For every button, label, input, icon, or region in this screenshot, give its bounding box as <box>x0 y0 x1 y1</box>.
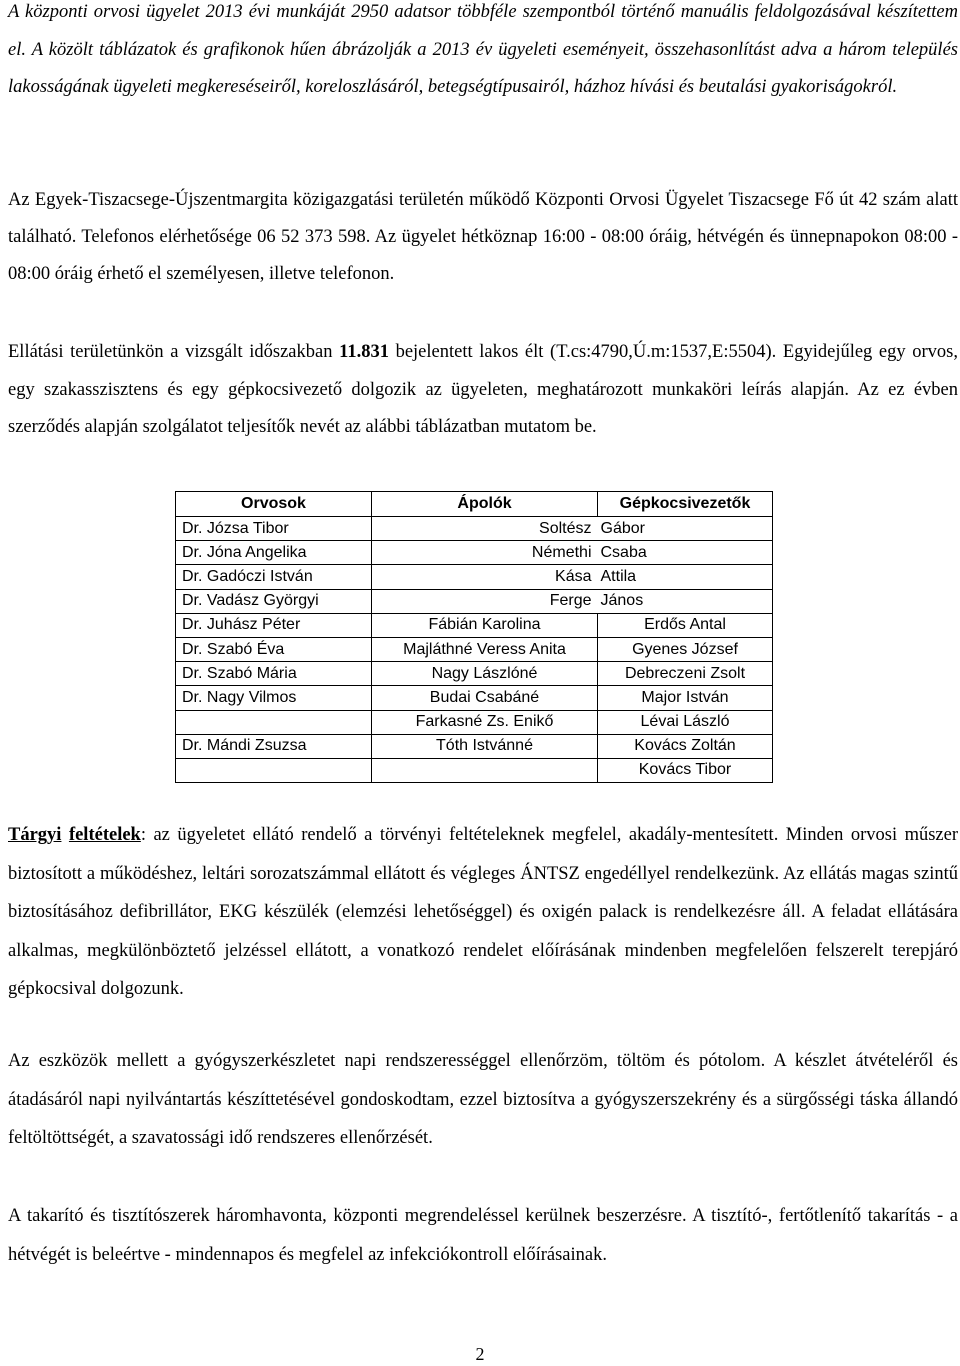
cell-orvos: Dr. Mándi Zsuzsa <box>176 734 372 758</box>
table-header-row <box>176 492 773 517</box>
cell-split-second: János <box>598 589 773 613</box>
page-number: 2 <box>475 1344 485 1364</box>
cell-apolo: Farkasné Zs. Enikő <box>372 710 598 734</box>
cell-orvos: Dr. Józsa Tibor <box>176 517 372 541</box>
cell-split-second: Csaba <box>598 541 773 565</box>
cell-split-second: Attila <box>598 565 773 589</box>
table-row <box>176 734 773 758</box>
supplies-paragraph: Az eszközök mellett a gyógyszerkészletet napi rendszerességgel ellenőrzöm, töltöm és pótolom. A készlet átvételéről és átadásáról napi nyilvántartás készíttetésével gondoskodtam, ezzel biztosítva a gyógyszerszekrény és a sürgősségi táska állandó feltöltöttségét, a szavatossági idő rendszeres ellenőrzését. <box>8 1051 958 1148</box>
cell-sofor: Erdős Antal <box>598 613 773 637</box>
header-gepkocsivezetok: Gépkocsivezetők <box>598 492 773 517</box>
cell-sofor: Debreczeni Zsolt <box>598 662 773 686</box>
cell-sofor: Gyenes József <box>598 637 773 661</box>
cleaning-paragraph: A takarító és tisztítószerek háromhavonta, központi megrendeléssel kerülnek beszerzésre. A tisztító-, fertőtlenítő takarítás - a hétvégét is beleértve - mindennapos és megfelel az infekciókontroll előírásainak. <box>8 1206 958 1265</box>
conditions-label-1: Tárgyi <box>8 825 62 845</box>
cell-orvos <box>176 710 372 734</box>
cell-orvos: Dr. Jóna Angelika <box>176 541 372 565</box>
cell-orvos <box>176 758 372 782</box>
table-row <box>176 613 773 637</box>
table-row <box>176 758 773 782</box>
conditions-paragraph <box>8 816 958 1009</box>
table-row <box>176 686 773 710</box>
cell-sofor: Lévai László <box>598 710 773 734</box>
conditions-text: : az ügyeletet ellátó rendelő a törvényi feltételeknek megfelel, akadály-mentesített. Minden orvosi műszer biztosított a működéshez, leltári sorozatszámmal ellátott és végleges ÁNTSZ engedéllyel rendelkezünk. Az ellátás magas szintű biztosításához defibrillátor, EKG készülék (elemzési lehetőséggel) és oxigén palack is rendelkezésre áll. A feladat ellátására alkalmas, megkülönböztető jelzéssel ellátott, a vonatkozó rendelet előírásának mindenben megfelelően felszerelt terepjáró gépkocsival dolgozunk. <box>8 825 958 999</box>
table-row <box>176 637 773 661</box>
staff-table <box>175 491 773 783</box>
cell-split-first: Ferge <box>372 589 598 613</box>
cell-sofor: Kovács Tibor <box>598 758 773 782</box>
cell-orvos: Dr. Szabó Mária <box>176 662 372 686</box>
population-text-after: bejelentett lakos élt (T.cs:4790,Ú.m:1537,E:5504). Egyidejűleg egy orvos, egy szakasszisztens és egy gépkocsivezető dolgozik az ügyeleten, meghatározott munkaköri leírás alapján. Az ez évben szerződés alapján szolgálatot teljesítők nevét az alábbi táblázatban mutatom be. <box>8 342 958 437</box>
cell-apolo: Nagy Lászlóné <box>372 662 598 686</box>
cell-apolo: Fábián Karolina <box>372 613 598 637</box>
header-apolok: Ápolók <box>372 492 598 517</box>
cell-split-second: Gábor <box>598 517 773 541</box>
population-text-before: Ellátási területünkön a vizsgált időszakban <box>8 342 340 362</box>
population-number: 11.831 <box>339 342 389 362</box>
cell-orvos: Dr. Nagy Vilmos <box>176 686 372 710</box>
table-row <box>176 517 773 541</box>
header-orvosok: Orvosok <box>176 492 372 517</box>
cell-split-first: Kása <box>372 565 598 589</box>
cell-split-first: Soltész <box>372 517 598 541</box>
conditions-label-2: feltételek <box>68 825 141 845</box>
cell-orvos: Dr. Szabó Éva <box>176 637 372 661</box>
table-row <box>176 710 773 734</box>
location-paragraph: Az Egyek-Tiszacsege-Újszentmargita közigazgatási területén működő Központi Orvosi Ügyelet Tiszacsege Fő út 42 szám alatt található. Telefonos elérhetősége 06 52 373 598. Az ügyelet hétköznap 16:00 - 08:00 óráig, hétvégén és ünnepnapokon 08:00 - 08:00 óráig érhető el személyesen, illetve telefonon. <box>8 190 958 284</box>
table-row <box>176 541 773 565</box>
cell-orvos: Dr. Juhász Péter <box>176 613 372 637</box>
cell-apolo: Tóth Istvánné <box>372 734 598 758</box>
cell-sofor: Major István <box>598 686 773 710</box>
cell-sofor: Kovács Zoltán <box>598 734 773 758</box>
cell-apolo: Budai Csabáné <box>372 686 598 710</box>
population-paragraph <box>8 334 958 447</box>
table-row <box>176 565 773 589</box>
cell-apolo <box>372 758 598 782</box>
cell-orvos: Dr. Vadász Györgyi <box>176 589 372 613</box>
cell-apolo: Majláthné Veress Anita <box>372 637 598 661</box>
intro-paragraph: A központi orvosi ügyelet 2013 évi munkáját 2950 adatsor többféle szempontból történő manuális feldolgozásával készítettem el. A közölt táblázatok és grafikonok hűen ábrázolják a 2013 év ügyeleti eseményeit, összehasonlítást adva a három település lakosságának ügyeleti megkereséseiről, koreloszlásáról, betegségtípusairól, házhoz hívási és beutalási gyakoriságokról. <box>8 2 958 97</box>
table-row <box>176 589 773 613</box>
cell-orvos: Dr. Gadóczi István <box>176 565 372 589</box>
cell-split-first: Némethi <box>372 541 598 565</box>
table-row <box>176 662 773 686</box>
